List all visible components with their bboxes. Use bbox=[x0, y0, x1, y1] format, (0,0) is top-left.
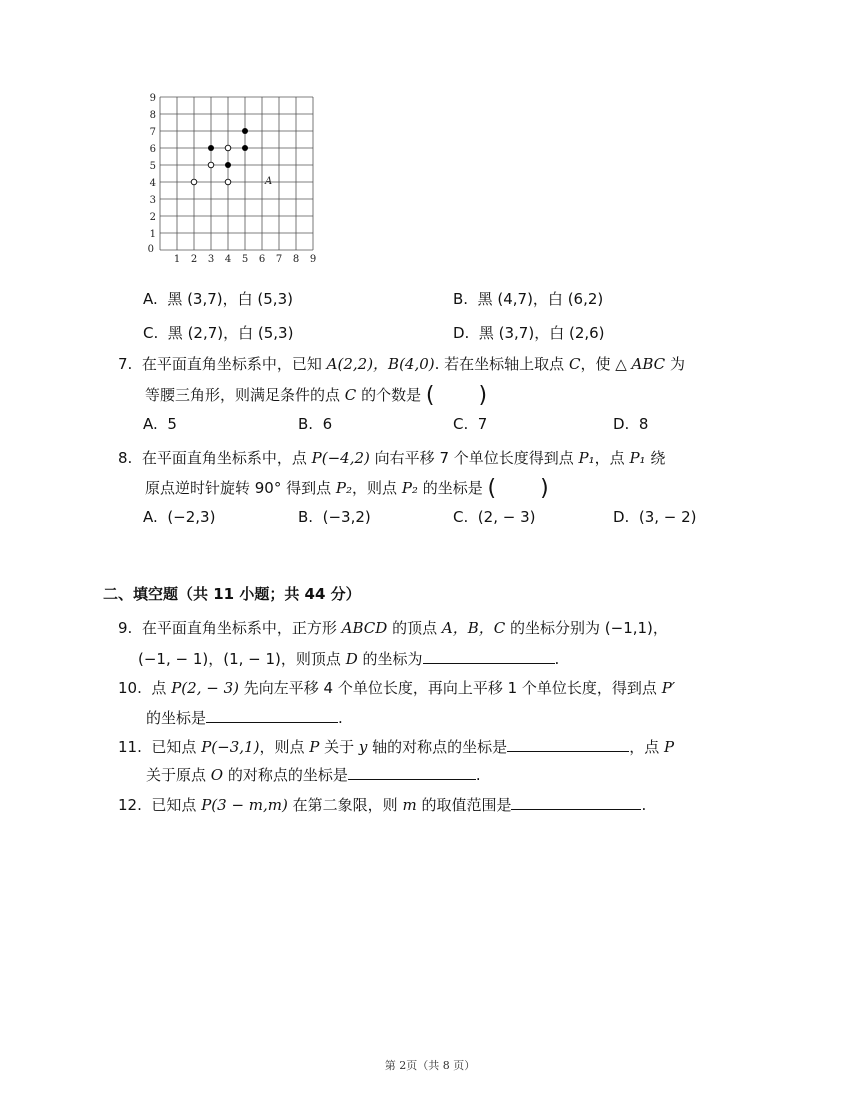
black-stone bbox=[208, 145, 214, 151]
q10-text: . bbox=[338, 709, 343, 727]
q8-math: P₁ bbox=[578, 449, 595, 467]
question-number: 8. bbox=[118, 449, 133, 467]
section-heading: 二、填空题（共 11 小题；共 44 分） bbox=[103, 585, 361, 603]
question-number: 7. bbox=[118, 355, 133, 373]
q7-math: A(2,2)，B(4,0) bbox=[326, 355, 435, 373]
q8-text: 向右平移 7 个单位长度得到点 bbox=[374, 449, 574, 467]
q8-text: 绕 bbox=[650, 449, 666, 467]
q8-option-b bbox=[298, 505, 371, 529]
q7-line2 bbox=[145, 384, 487, 406]
q11-math: P(−3,1) bbox=[201, 738, 260, 756]
option-text: (−2,3) bbox=[167, 508, 216, 526]
option-text: 黑 (3,7)，白 (5,3) bbox=[167, 290, 293, 308]
option-label: C. bbox=[453, 508, 469, 526]
black-stone bbox=[225, 162, 231, 168]
option-text: 黑 (2,7)，白 (5,3) bbox=[167, 324, 294, 342]
q11-text: 的对称点的坐标是 bbox=[227, 766, 348, 784]
y-tick-label: 8 bbox=[149, 110, 156, 121]
q9-text: 的坐标为 bbox=[362, 650, 423, 668]
q12-text: 已知点 bbox=[151, 796, 197, 814]
question-number: 12. bbox=[118, 796, 142, 814]
q8-math: P₁ bbox=[629, 449, 646, 467]
q8-line2 bbox=[145, 477, 549, 499]
q8-option-a bbox=[143, 505, 215, 529]
q9-math: ABCD bbox=[341, 619, 388, 637]
q10-text: 点 bbox=[151, 679, 167, 697]
q7-option-b bbox=[298, 412, 332, 436]
option-label: B. bbox=[453, 290, 469, 308]
q7-math: ABC bbox=[631, 355, 666, 373]
q12-math: m bbox=[402, 796, 417, 814]
x-tick-label: 1 bbox=[173, 254, 181, 265]
q8-math: P₂ bbox=[335, 479, 353, 497]
q7-text: 等腰三角形，则满足条件的点 bbox=[145, 386, 341, 404]
q9-math: D bbox=[345, 650, 358, 668]
q10-math: P(2, − 3) bbox=[171, 679, 239, 697]
q11-text: . bbox=[475, 766, 481, 784]
option-label: B. bbox=[298, 508, 314, 526]
q8-math: P₂ bbox=[401, 479, 418, 497]
q12-text: 的取值范围是 bbox=[421, 796, 512, 814]
white-stone bbox=[225, 145, 231, 151]
option-label: C. bbox=[143, 324, 159, 342]
option-label: D. bbox=[453, 324, 470, 342]
q8-option-c bbox=[453, 505, 535, 529]
q8-text: 的坐标是 bbox=[422, 479, 483, 497]
q8-line1 bbox=[118, 447, 665, 468]
option-text: (3, − 2) bbox=[638, 508, 697, 526]
q9-line1 bbox=[118, 617, 668, 638]
answer-paren: ( ) bbox=[487, 476, 549, 501]
q9-math: A，B，C bbox=[441, 619, 506, 637]
q9-text: 在平面直角坐标系中，正方形 bbox=[141, 619, 337, 637]
q7-text: 在平面直角坐标系中，已知 bbox=[141, 355, 322, 373]
q11-text: 关于原点 bbox=[146, 766, 207, 784]
y-tick-label: 2 bbox=[149, 212, 156, 223]
q9-text: 的顶点 bbox=[392, 619, 438, 637]
x-tick-label: 4 bbox=[224, 254, 232, 265]
answer-blank[interactable] bbox=[348, 763, 476, 780]
q12-text: . bbox=[641, 796, 647, 814]
option-text: 黑 (4,7)，白 (6,2) bbox=[477, 290, 604, 308]
coordinate-grid-figure bbox=[140, 90, 330, 270]
answer-blank[interactable] bbox=[507, 735, 629, 752]
q10-line2 bbox=[146, 706, 343, 728]
q11-text: 已知点 bbox=[151, 738, 197, 756]
origin-label: 0 bbox=[147, 244, 154, 255]
point-a-label: A bbox=[265, 176, 273, 187]
q12-text: 在第二象限，则 bbox=[292, 796, 398, 814]
option-text: 5 bbox=[167, 415, 177, 433]
q8-text: 在平面直角坐标系中，点 bbox=[141, 449, 307, 467]
option-text: 8 bbox=[638, 415, 649, 433]
option-label: C. bbox=[453, 415, 469, 433]
q6-option-a bbox=[143, 287, 293, 311]
y-tick-label: 9 bbox=[149, 93, 156, 104]
q7-option-c bbox=[453, 412, 487, 436]
q12-math: P(3 − m,m) bbox=[201, 796, 288, 814]
answer-blank[interactable] bbox=[511, 793, 641, 810]
x-tick-label: 2 bbox=[190, 254, 198, 265]
y-tick-label: 5 bbox=[149, 161, 156, 172]
q11-text: ，点 bbox=[629, 738, 660, 756]
y-tick-label: 1 bbox=[149, 229, 156, 240]
q11-math: O bbox=[210, 766, 224, 784]
q7-text: 的个数是 bbox=[361, 386, 422, 404]
option-label: A. bbox=[143, 290, 158, 308]
q7-text: 为 bbox=[669, 355, 685, 373]
q8-math: P(−4,2) bbox=[311, 449, 370, 467]
white-stone bbox=[225, 179, 231, 185]
q9-line2 bbox=[138, 647, 559, 669]
q6-option-c bbox=[143, 321, 293, 345]
q11-text: 关于 bbox=[324, 738, 355, 756]
question-number: 11. bbox=[118, 738, 142, 756]
option-text: (−3,2) bbox=[322, 508, 371, 526]
q7-line1 bbox=[118, 353, 685, 374]
option-label: A. bbox=[143, 508, 158, 526]
q8-option-d bbox=[613, 505, 697, 529]
option-label: B. bbox=[298, 415, 314, 433]
q10-math: P′ bbox=[661, 679, 676, 697]
page-footer: 第 2页（共 8 页） bbox=[384, 1059, 476, 1072]
q9-text: 的坐标分别为 (−1,1)， bbox=[510, 619, 668, 637]
x-tick-label: 8 bbox=[292, 254, 300, 265]
q6-option-b bbox=[453, 287, 603, 311]
option-text: 黑 (3,7)，白 (2,6) bbox=[478, 324, 605, 342]
q11-text: ，则点 bbox=[259, 738, 305, 756]
x-tick-label: 5 bbox=[241, 254, 249, 265]
q8-text: 原点逆时针旋转 90° 得到点 bbox=[145, 479, 332, 497]
x-tick-label: 3 bbox=[207, 254, 215, 265]
q9-text: (−1, − 1)，(1, − 1)，则顶点 bbox=[138, 650, 341, 668]
y-tick-label: 4 bbox=[149, 178, 156, 189]
q11-math: P bbox=[309, 738, 320, 756]
y-tick-label: 6 bbox=[149, 144, 156, 155]
option-label: D. bbox=[613, 415, 630, 433]
q11-line1 bbox=[118, 735, 674, 757]
q10-line1 bbox=[118, 677, 675, 698]
y-tick-label: 7 bbox=[149, 127, 156, 138]
q11-line2 bbox=[146, 763, 481, 785]
white-stone bbox=[191, 179, 197, 185]
option-text: 7 bbox=[477, 415, 488, 433]
q11-math: P bbox=[663, 738, 675, 756]
option-text: 6 bbox=[322, 415, 333, 433]
black-stone bbox=[242, 145, 248, 151]
answer-blank[interactable] bbox=[423, 647, 555, 664]
q7-text: ，使 △ bbox=[580, 355, 627, 373]
black-stone bbox=[242, 128, 248, 134]
option-text: (2, − 3) bbox=[477, 508, 536, 526]
q12-line1 bbox=[118, 793, 646, 815]
q11-text: 轴的对称点的坐标是 bbox=[372, 738, 508, 756]
x-tick-label: 7 bbox=[275, 254, 283, 265]
option-label: A. bbox=[143, 415, 158, 433]
white-stone bbox=[208, 162, 214, 168]
q8-text: ，点 bbox=[594, 449, 625, 467]
q11-math: y bbox=[358, 738, 368, 756]
q9-text: . bbox=[554, 650, 560, 668]
q7-math: C bbox=[344, 386, 357, 404]
q10-text: 先向左平移 4 个单位长度，再向上平移 1 个单位长度，得到点 bbox=[243, 679, 657, 697]
x-tick-label: 6 bbox=[258, 254, 266, 265]
q7-option-d bbox=[613, 412, 648, 436]
q7-option-a bbox=[143, 412, 177, 436]
question-number: 10. bbox=[118, 679, 142, 697]
question-number: 9. bbox=[118, 619, 133, 637]
q8-text: ，则点 bbox=[352, 479, 398, 497]
q6-option-d bbox=[453, 321, 605, 345]
q7-text: . 若在坐标轴上取点 bbox=[434, 355, 565, 373]
answer-blank[interactable] bbox=[206, 706, 338, 723]
y-tick-label: 3 bbox=[149, 195, 156, 206]
option-label: D. bbox=[613, 508, 630, 526]
q7-math: C bbox=[568, 355, 581, 373]
x-tick-label: 9 bbox=[309, 254, 317, 265]
q10-text: 的坐标是 bbox=[146, 709, 207, 727]
answer-paren: ( ) bbox=[425, 383, 488, 408]
